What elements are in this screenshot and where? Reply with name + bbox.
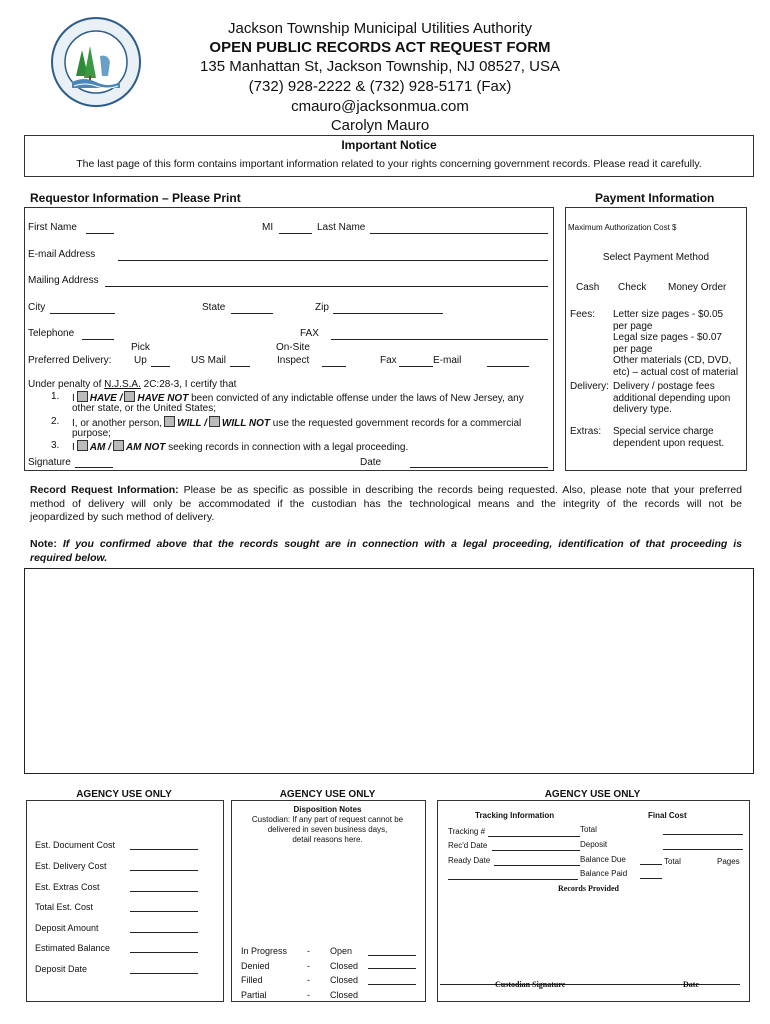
disposition-title: Disposition Notes [293, 805, 362, 814]
recd-date-label: Rec'd Date [448, 841, 488, 850]
pickup-label-top: Pick [131, 342, 150, 353]
tracking-number-field[interactable] [488, 836, 580, 837]
est-delivery-cost-field[interactable] [130, 870, 198, 871]
est-document-cost-field[interactable] [130, 849, 198, 850]
estimated-balance-label: Estimated Balance [35, 943, 111, 953]
cert-1-num: 1. [51, 391, 60, 402]
fax-field[interactable] [331, 339, 548, 340]
state-label: State [202, 302, 226, 313]
penalty-statement: Under penalty of N.J.S.A. 2C:28-3, I certify that [28, 379, 237, 390]
agency-heading-2: AGENCY USE ONLY [279, 789, 376, 800]
status-dashes: - - - - [307, 946, 310, 1000]
first-name-label: First Name [28, 222, 77, 233]
signature-field[interactable] [75, 467, 113, 468]
pickup-field[interactable] [151, 366, 170, 367]
records-provided-label: Records Provided [558, 884, 619, 893]
am-checkbox[interactable] [77, 440, 88, 451]
deposit-amount-field[interactable] [130, 932, 198, 933]
last-name-field[interactable] [370, 233, 548, 234]
fax-label: FAX [300, 328, 319, 339]
agency-heading-1: AGENCY USE ONLY [76, 789, 172, 800]
deposit-field[interactable] [663, 849, 743, 850]
date-label: Date [360, 457, 382, 468]
onsite-field[interactable] [322, 366, 346, 367]
cash-option[interactable]: Cash [576, 282, 600, 293]
usmail-label: US Mail [191, 355, 227, 366]
have-checkbox[interactable] [77, 391, 88, 402]
delivery-fee-details: Delivery / postage fees additional depending upon delivery type. [613, 381, 731, 415]
pickup-label-bottom: Up [134, 355, 147, 366]
extras-details: Special service charge dependent upon request. [613, 426, 725, 449]
org-address: 135 Manhattan St, Jackson Township, NJ 08527, USA [200, 58, 560, 75]
onsite-label-top: On-Site [276, 342, 310, 353]
balance-due-label: Balance Due [580, 855, 626, 864]
tracking-title: Tracking Information [475, 811, 555, 820]
form-title: OPEN PUBLIC RECORDS ACT REQUEST FORM [209, 39, 551, 56]
notice-text: The last page of this form contains important information related to your rights concerning government records. Please read it carefully. [76, 158, 702, 170]
mailing-label: Mailing Address [28, 275, 99, 286]
pages-total-label: Total [664, 857, 681, 866]
email-option-label: E-mail [433, 355, 462, 366]
requestor-heading: Requestor Information – Please Print [30, 191, 241, 205]
recd-date-field[interactable] [492, 850, 580, 851]
custodian-signature-label: Custodian Signature [495, 980, 566, 989]
cert-3-num: 3. [51, 440, 60, 451]
last-name-label: Last Name [317, 222, 366, 233]
disposition-instructions: Custodian: If any part of request cannot be delivered in seven business days, detail reasons here. [251, 815, 404, 844]
fax-option-label: Fax [380, 355, 397, 366]
legal-proceeding-note: Note: If you confirmed above that the records sought are in connection with a legal proceeding, identification of that proceeding is required below. [30, 538, 742, 564]
contact-name: Carolyn Mauro [330, 117, 430, 134]
total-field[interactable] [663, 834, 743, 835]
signature-label: Signature [28, 457, 71, 468]
am-not-checkbox[interactable] [113, 440, 124, 451]
estimated-balance-field[interactable] [130, 952, 198, 953]
extras-label: Extras: [570, 426, 602, 437]
money-order-option[interactable]: Money Order [668, 282, 727, 293]
deposit-amount-label: Deposit Amount [35, 923, 99, 933]
will-not-checkbox[interactable] [209, 416, 220, 427]
fees-label: Fees: [570, 309, 596, 320]
mi-label: MI [262, 222, 274, 233]
onsite-label-bottom: Inspect [277, 355, 310, 366]
email-label: E-mail Address [28, 249, 96, 260]
delivery-fee-label: Delivery: [570, 381, 609, 392]
est-document-cost-label: Est. Document Cost [35, 840, 116, 850]
open-field[interactable] [368, 955, 416, 956]
jmua-logo [50, 16, 142, 108]
max-cost-label: Maximum Authorization Cost $ [568, 223, 677, 232]
city-label: City [28, 302, 46, 313]
ready-date-field[interactable] [494, 865, 580, 866]
cert-3: I AM / AM NOT seeking records in connection with a legal proceeding. [72, 442, 409, 453]
email-option-field[interactable] [487, 366, 529, 367]
zip-field[interactable] [333, 313, 443, 314]
state-field[interactable] [231, 313, 273, 314]
zip-label: Zip [315, 302, 329, 313]
est-extras-cost-label: Est. Extras Cost [35, 882, 100, 892]
org-email: cmauro@jacksonmua.com [291, 98, 469, 115]
status-left-list: In Progress Denied Filled Partial [241, 946, 288, 1000]
filled-field[interactable] [368, 984, 416, 985]
will-checkbox[interactable] [164, 416, 175, 427]
deposit-date-label: Deposit Date [35, 964, 88, 974]
final-cost-title: Final Cost [648, 811, 687, 820]
payment-heading: Payment Information [595, 191, 715, 205]
balance-paid-field[interactable] [640, 878, 662, 879]
fees-details: Letter size pages - $0.05 per page Legal size pages - $0.07 per page Other materials (CD, DVD, etc) – actual cost of material [613, 309, 739, 378]
mailing-field[interactable] [105, 286, 548, 287]
record-request-info: Record Request Information: Please be as specific as possible in describing the records being requested. Also, please note that your preferred method of delivery will only be accommodated if the custodian has the technological means and the integrity of the records will not be jeopardized by such method of delivery. [30, 484, 742, 523]
first-name-field[interactable] [86, 233, 114, 234]
deposit-label: Deposit [580, 840, 608, 849]
record-request-textarea[interactable] [24, 568, 754, 774]
select-payment-label: Select Payment Method [602, 252, 710, 263]
usmail-field[interactable] [230, 366, 250, 367]
delivery-label: Preferred Delivery: [28, 355, 112, 366]
org-name: Jackson Township Municipal Utilities Authority [227, 20, 533, 37]
telephone-field[interactable] [82, 339, 114, 340]
total-est-cost-field[interactable] [130, 911, 198, 912]
cert-2-cont: purpose; [72, 428, 111, 439]
total-label: Total [580, 825, 597, 834]
balance-due-field[interactable] [640, 864, 662, 865]
est-delivery-cost-label: Est. Delivery Cost [35, 861, 107, 871]
total-est-cost-label: Total Est. Cost [35, 902, 94, 912]
telephone-label: Telephone [28, 328, 75, 339]
city-field[interactable] [50, 313, 115, 314]
cert-1-cont: other state, or the United States; [72, 403, 216, 414]
status-right-list: Open Closed Closed Closed [330, 946, 359, 1000]
cert-2-num: 2. [51, 416, 60, 427]
custodian-date-label: Date [683, 980, 699, 989]
ready-date-extra-field[interactable] [448, 879, 578, 880]
notice-title: Important Notice [341, 138, 437, 152]
pages-label: Pages [717, 857, 740, 866]
check-option[interactable]: Check [618, 282, 647, 293]
email-field[interactable] [118, 260, 548, 261]
have-not-checkbox[interactable] [124, 391, 135, 402]
mi-field[interactable] [279, 233, 312, 234]
date-field[interactable] [410, 467, 548, 468]
fax-option-field[interactable] [399, 366, 433, 367]
est-extras-cost-field[interactable] [130, 891, 198, 892]
org-phones: (732) 928-2222 & (732) 928-5171 (Fax) [248, 78, 512, 95]
ready-date-label: Ready Date [448, 856, 491, 865]
denied-field[interactable] [368, 968, 416, 969]
tracking-number-label: Tracking # [448, 827, 486, 836]
agency-heading-3: AGENCY USE ONLY [544, 789, 641, 800]
balance-paid-label: Balance Paid [580, 869, 628, 878]
deposit-date-field[interactable] [130, 973, 198, 974]
cert-2: I, or another person, WILL / WILL NOT use the requested government records for a commercial [72, 418, 522, 429]
cert-1: I HAVE / HAVE NOT been convicted of any indictable offense under the laws of New Jersey, any [72, 393, 524, 404]
